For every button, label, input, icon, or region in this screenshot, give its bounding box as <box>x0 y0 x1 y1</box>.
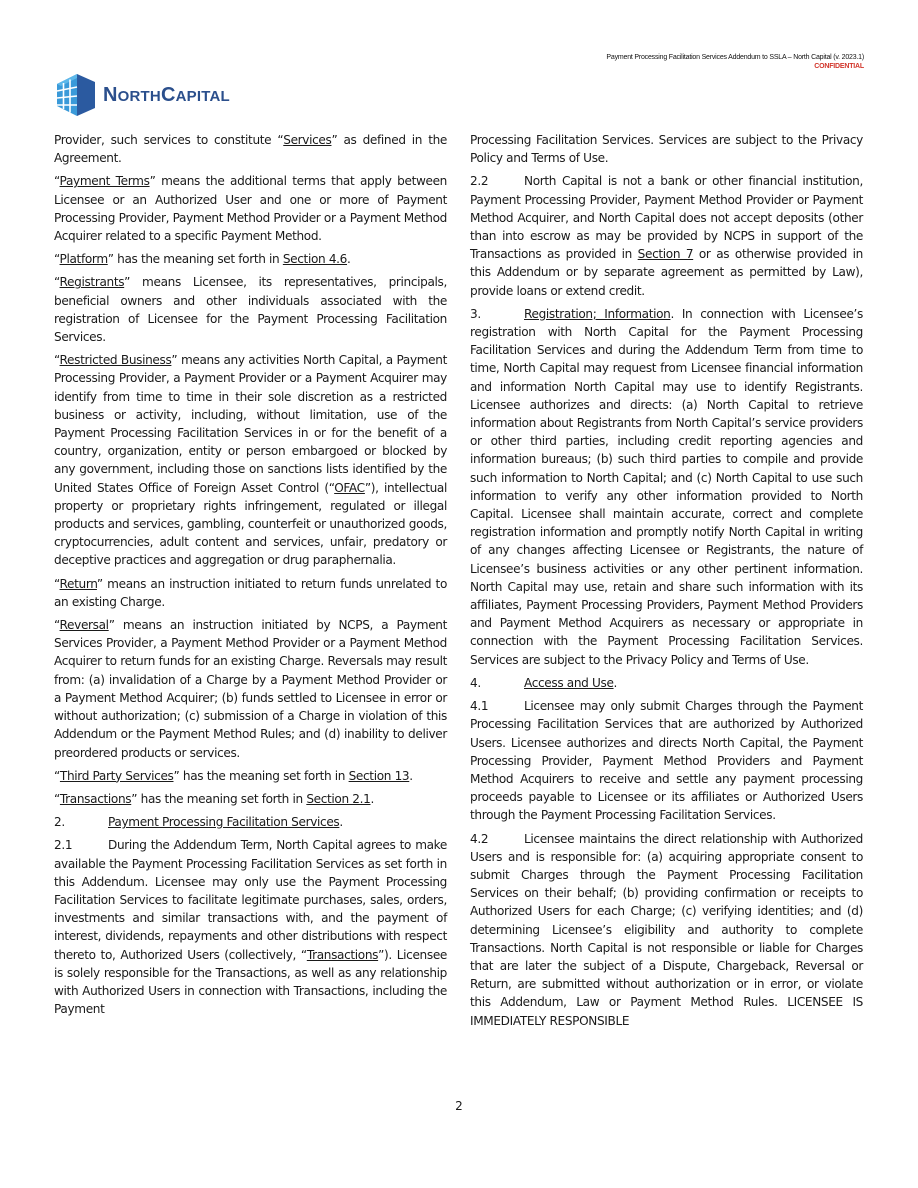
section-2-1-continued: Processing Facilitation Services. Services are subject to the Privacy Policy and Terms of Use. <box>470 133 863 166</box>
section-2-1: 2.1 During the Addendum Term, North Capital agrees to make available the Payment Processing Facilitation Services as set forth in this Addendum. Licensee may only use the Payment Processing Facilitation Services to facilitate legitimate purchases, sales, orders, investments and similar transactions with, and the payment of interest, dividends, repayments and other distributions with respect thereto to, Authorized Users (collectively, “Transactions”). Licensee is solely responsible for the Transactions, as well as any relationship with Authorized Users in connection with Transactions, including the Payment <box>54 838 447 1017</box>
definition-platform: “Platform” has the meaning set forth in Section 4.6. <box>54 252 351 267</box>
section-4-heading: 4. Access and Use. <box>470 675 618 690</box>
section-link: Section 13 <box>348 768 410 783</box>
section-link: Section 7 <box>637 247 694 262</box>
section-2-heading: 2. Payment Processing Facilitation Services. <box>54 815 343 830</box>
definition-return: “Return” means an instruction initiated to return funds unrelated to an existing Charge. <box>54 576 447 609</box>
section-2-2: 2.2 North Capital is not a bank or other financial institution, Payment Processing Provider, Payment Method Provider or Payment Method Acquirer, and North Capital does not accept deposits (other than into escrow as may be provided by NCPS in support of the Transactions as provided in Section 7 or as otherwise provided in this Addendum or by separate agreement as permitted by Law), provide loans or extend credit. <box>470 174 863 298</box>
definition-services: Provider, such services to constitute “Services” as defined in the Agreement. <box>54 133 447 166</box>
definition-transactions: “Transactions” has the meaning set forth in Section 2.1. <box>54 791 374 806</box>
section-link: Section 4.6 <box>282 252 348 267</box>
north-capital-logo <box>55 72 230 118</box>
logo-wordmark: NORTHCAPITAL <box>103 83 230 106</box>
section-4-2: 4.2 Licensee maintains the direct relationship with Authorized Users and is responsible for: (a) acquiring appropriate consent to submit Charges through the Payment Processing Facilitation Services on their behalf; (b) providing confirmation or receipts to Authorized Users for each Charge; (c) verifying identities; and (d) determining Licensee’s eligibility and authority to complete Transactions. North Capital is not responsible or liable for Charges that are later the subject of a Dispute, Chargeback, Reversal or Return, are submitted without authorization or in error, or violate this Addendum, Law or Payment Method Rules. LICENSEE IS IMMEDIATELY RESPONSIBLE <box>470 831 863 1028</box>
section-3: 3. Registration; Information. In connection with Licensee’s registration with North Capital for the Payment Processing Facilitation Services and during the Addendum Term from time to time, North Capital may request from Licensee financial information and information North Capital may use to identify Registrants. Licensee authorizes and directs: (a) North Capital to retrieve information about Registrants from North Capital’s service providers or other third parties, including credit reporting agencies and information bureaus; (b) such third parties to compile and provide such information to North Capital; and (c) North Capital to use such information to verify any other information provided to North Capital. Licensee shall maintain accurate, correct and complete registration information and promptly notify North Capital in writing of any changes affecting Licensee or Registrants, the nature of Licensee’s business activities or any other pertinent information. North Capital may use, retain and share such information with its affiliates, Payment Processing Providers, Payment Method Providers and Payment Method Acquirers as necessary or appropriate in connection with the Payment Processing Facilitation Services. Services are subject to the Privacy Policy and Terms of Use. <box>470 306 863 667</box>
confidential-label: CONFIDENTIAL <box>814 63 864 70</box>
running-header <box>606 53 864 71</box>
left-column <box>54 131 447 1023</box>
document-title: Payment Processing Facilitation Services Addendum to SSLA – North Capital (v. 2023.1) <box>606 54 864 61</box>
definition-reversal: “Reversal” means an instruction initiated by NCPS, a Payment Services Provider, a Payment Method Provider or a Payment Method Acquirer to return funds for an existing Charge. Reversals may result from: (a) invalidation of a Charge by a Payment Method Provider or a Payment Method Acquirer; (b) funds settled to Licensee in error or without authorization; (c) submission of a Charge in violation of this Addendum or the Payment Method Rules; and (d) inability to deliver preordered products or services. <box>54 618 447 760</box>
definition-registrants: “Registrants” means Licensee, its representatives, principals, beneficial owners and other individuals associated with the registration of Licensee for the Payment Processing Facilitation Services. <box>54 275 447 345</box>
right-column <box>470 131 863 1035</box>
definition-payment-terms: “Payment Terms” means the additional terms that apply between Licensee or an Authorized User and one or more of Payment Processing Provider, Payment Method Provider or a Payment Method Acquirer related to a specific Payment Method. <box>54 174 447 244</box>
building-cube-icon <box>55 72 97 118</box>
definition-third-party-services: “Third Party Services” has the meaning set forth in Section 13. <box>54 768 413 783</box>
section-link: Section 2.1 <box>306 791 371 806</box>
section-4-1: 4.1 Licensee may only submit Charges through the Payment Processing Facilitation Services that are authorized by Authorized Users. Licensee authorizes and directs North Capital, the Payment Processing Provider, Payment Method Providers and Payment Method Acquirers to receive and settle any payment processing proceeds payable to Licensee or its affiliates or Authorized Users through the Payment Processing Facilitation Services. <box>470 699 863 823</box>
definition-restricted-business: “Restricted Business” means any activities North Capital, a Payment Processing Provider, a Payment Provider or a Payment Acquirer may identify from time to time in their sole discretion as a restricted business or activity, including, without limitation, use of the Payment Processing Facilitation Services in or for the benefit of a country, organization, entity or person embargoed or blocked by any government, including those on sanctions lists identified by the United States Office of Foreign Asset Control (“OFAC”), intellectual property or proprietary rights infringement, regulated or illegal products and services, gambling, counterfeit or unauthorized goods, cryptocurrencies, adult content and services, unfair, predatory or deceptive practices and aggregation or drug paraphernalia. <box>54 353 447 568</box>
page-number: 2 <box>455 1099 463 1113</box>
